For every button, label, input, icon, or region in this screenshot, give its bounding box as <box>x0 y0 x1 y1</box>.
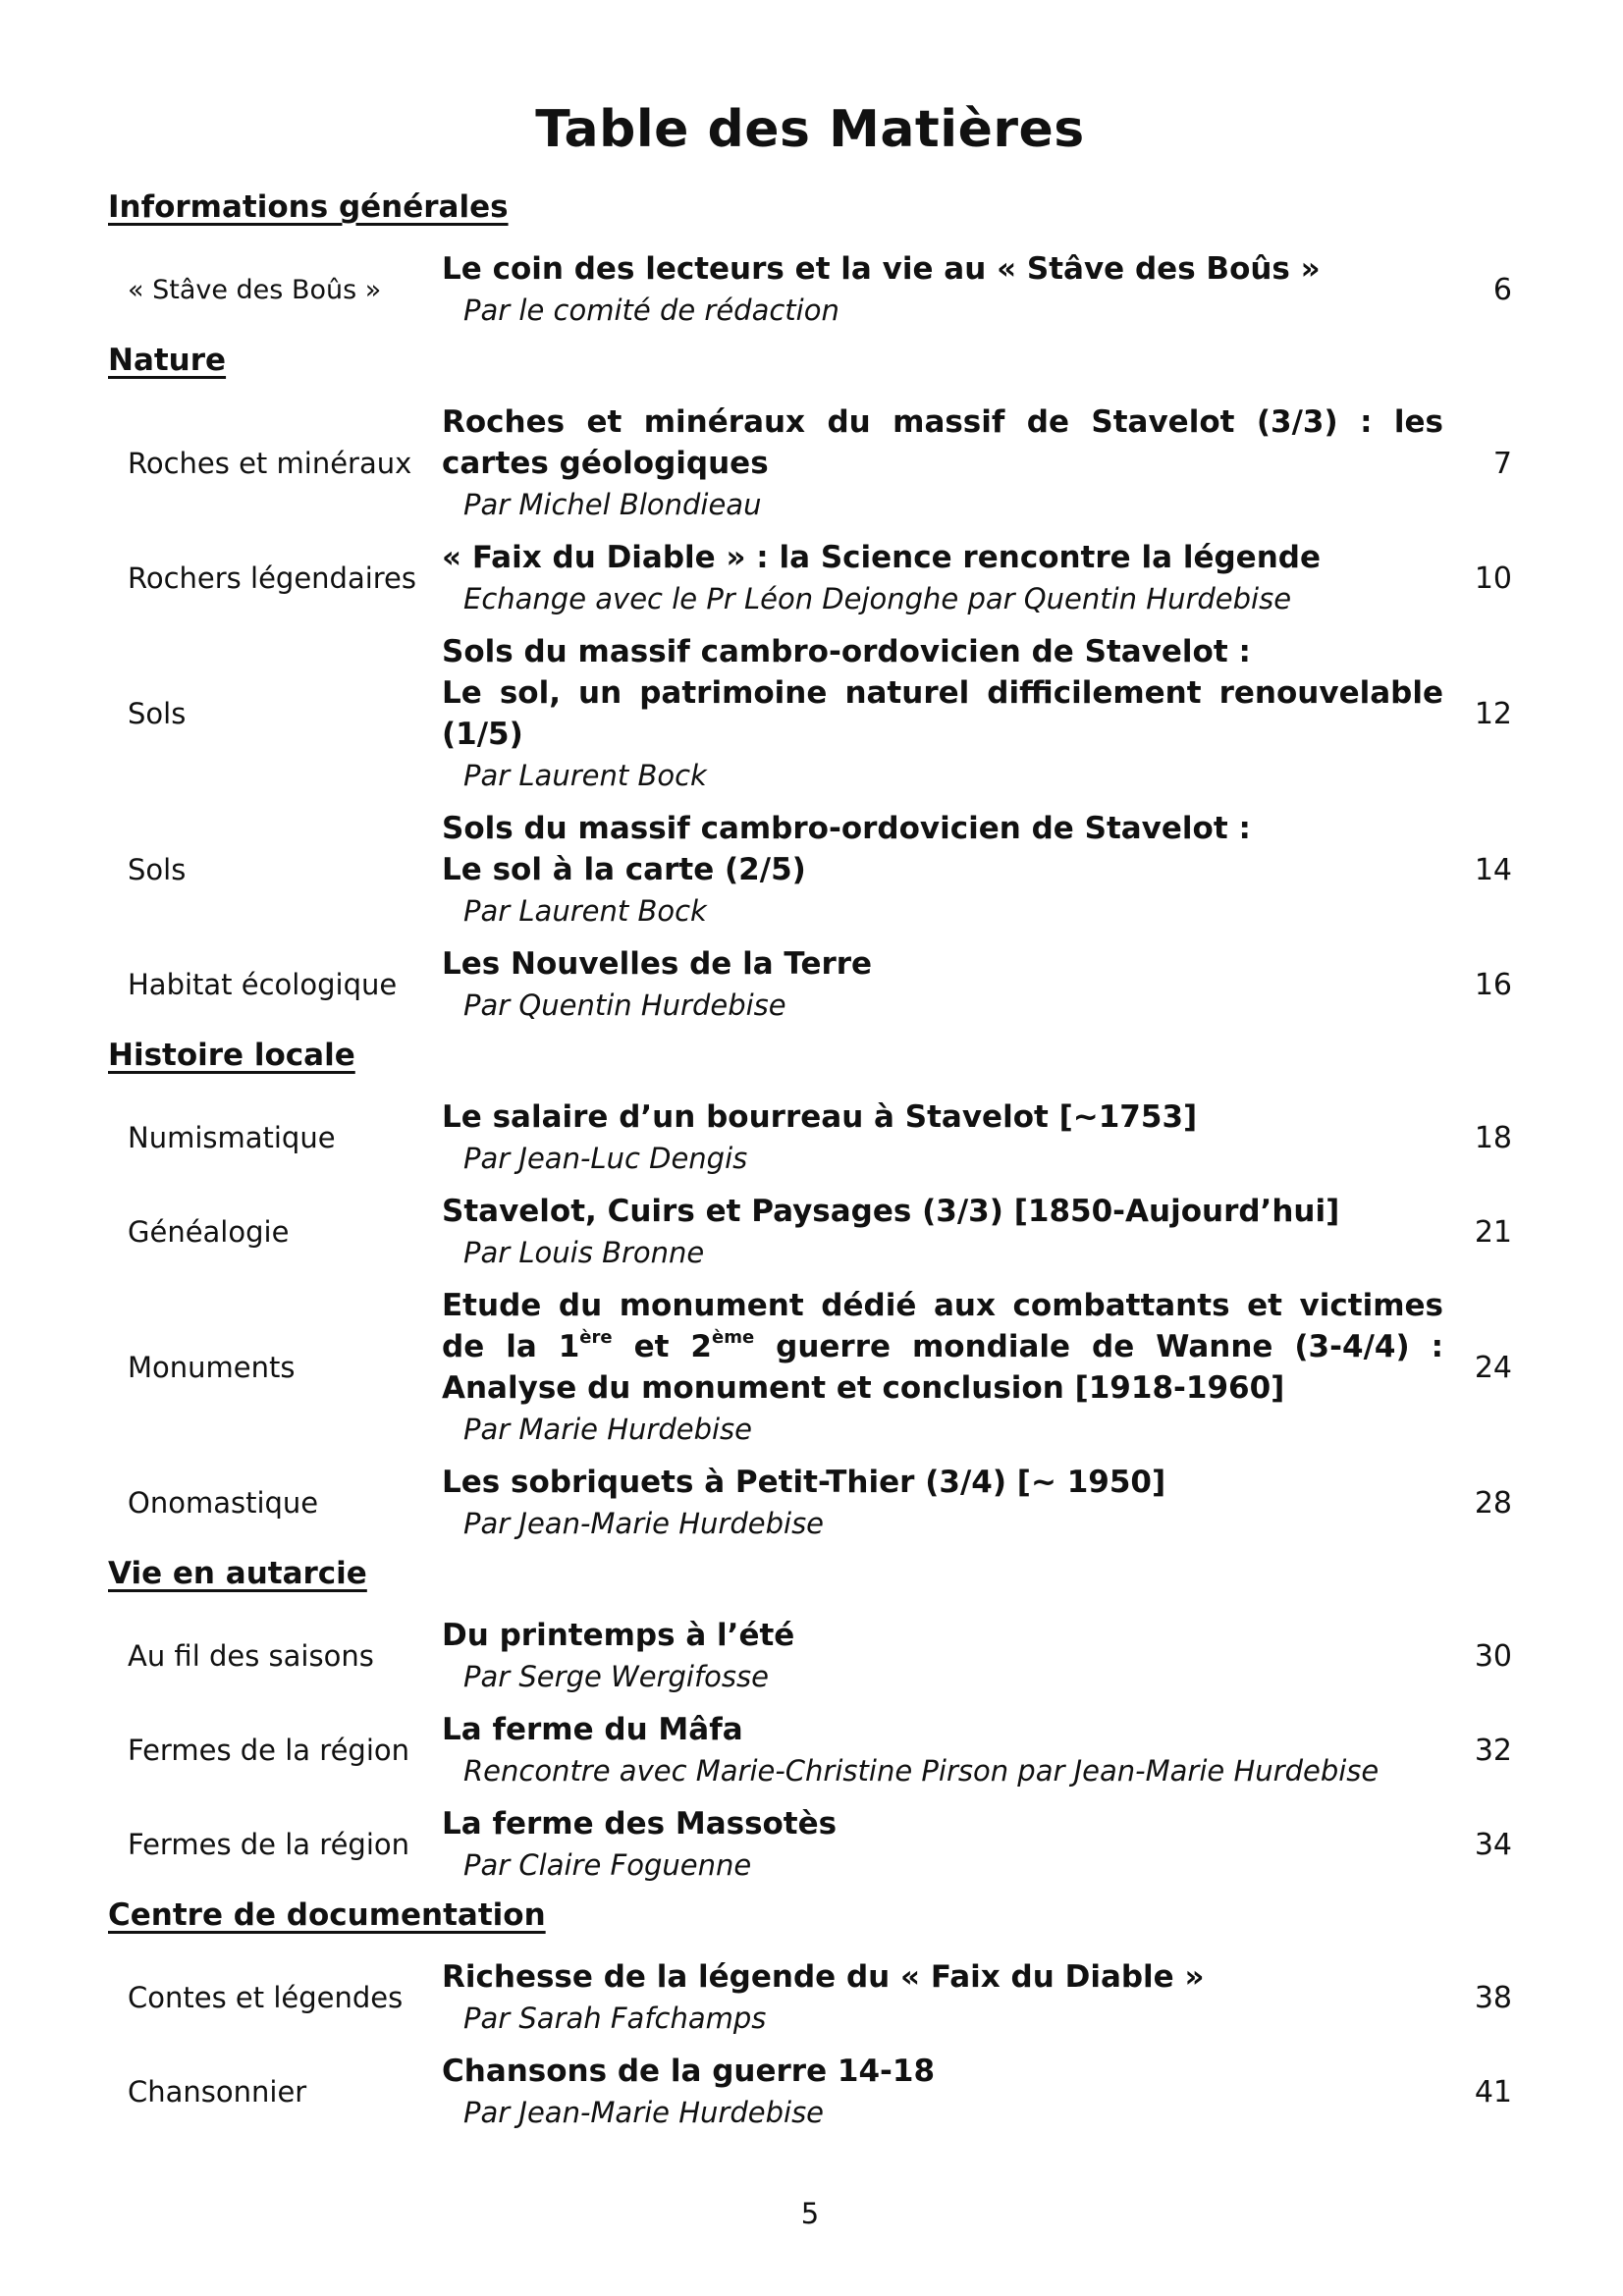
section-heading: Vie en autarcie <box>108 1556 367 1591</box>
entry-category: Fermes de la région <box>128 1734 409 1767</box>
entry-title: Du printemps à l’été <box>442 1618 795 1653</box>
entry-title-line: Le sol à la carte (2/5) <box>442 852 806 887</box>
entry-title: Le coin des lecteurs et la vie au « Stâve des Boûs » <box>442 251 1321 287</box>
ordinal-suffix: ème <box>711 1327 755 1348</box>
entry-category: Monuments <box>128 1351 296 1384</box>
ordinal-suffix: ère <box>579 1327 613 1348</box>
page-number: 5 <box>800 2197 820 2230</box>
entry-page: 18 <box>1474 1120 1512 1155</box>
entry-page: 32 <box>1474 1733 1512 1768</box>
page-title: Table des Matières <box>535 100 1085 159</box>
entry-category: Contes et légendes <box>128 1981 404 2014</box>
toc-entry[interactable] <box>108 1191 1512 1273</box>
entry-page: 16 <box>1474 967 1512 1002</box>
entry-title: Les Nouvelles de la Terre <box>442 946 873 982</box>
entry-author: Par le comité de rédaction <box>463 294 839 327</box>
entry-body <box>442 808 1443 932</box>
entry-page: 30 <box>1474 1638 1512 1674</box>
entry-title-line: Le sol, un patrimoine naturel difficilement renouvelable (1/5) <box>442 675 1443 752</box>
toc-entry[interactable] <box>108 537 1512 619</box>
entry-page: 10 <box>1474 561 1512 596</box>
section-heading: Nature <box>108 343 227 378</box>
entry-category: Numismatique <box>128 1121 336 1154</box>
toc-entry[interactable] <box>108 1615 1512 1697</box>
entry-author: Par Claire Foguenne <box>463 1848 752 1882</box>
entry-title-part: Etude du monument dédié aux combattants et victimes de la 1 <box>442 1288 1443 1364</box>
entry-body <box>442 2051 1443 2133</box>
toc-entry[interactable] <box>108 1462 1512 1544</box>
entry-title: « Faix du Diable » : la Science rencontre la légende <box>442 540 1321 575</box>
entry-page: 6 <box>1492 272 1512 307</box>
toc-entry[interactable] <box>108 1285 1512 1450</box>
section-heading: Histoire locale <box>108 1038 355 1073</box>
entry-author: Par Quentin Hurdebise <box>463 988 786 1022</box>
entry-page: 14 <box>1474 852 1512 887</box>
entry-category: Chansonnier <box>128 2075 307 2109</box>
entry-category: Onomastique <box>128 1486 319 1520</box>
entry-page: 24 <box>1474 1350 1512 1385</box>
toc-entry[interactable] <box>108 943 1512 1026</box>
toc-entry[interactable] <box>108 1709 1512 1791</box>
entry-page: 34 <box>1474 1827 1512 1862</box>
entry-author: Par Louis Bronne <box>463 1236 705 1269</box>
entry-author: Par Jean-Marie Hurdebise <box>463 1507 825 1540</box>
entry-body <box>442 1709 1443 1791</box>
entry-body <box>442 1615 1443 1697</box>
entry-category: Sols <box>128 697 187 730</box>
entry-page: 38 <box>1474 1980 1512 2015</box>
entry-title: Chansons de la guerre 14-18 <box>442 2054 936 2089</box>
entry-page: 7 <box>1492 446 1512 481</box>
entry-category: Sols <box>128 853 187 886</box>
entry-body <box>442 1803 1443 1886</box>
entry-body <box>442 943 1443 1026</box>
toc-entry[interactable] <box>108 1803 1512 1886</box>
entry-body <box>442 1462 1443 1544</box>
entry-body <box>442 537 1443 619</box>
toc-entry[interactable] <box>108 401 1512 525</box>
toc-page <box>108 0 1512 2296</box>
entry-category: Généalogie <box>128 1215 290 1249</box>
entry-category: Habitat écologique <box>128 968 398 1001</box>
entry-author: Echange avec le Pr Léon Dejonghe par Quentin Hurdebise <box>463 582 1292 615</box>
entry-title: Roches et minéraux du massif de Stavelot (3/3) : les cartes géologiques <box>442 404 1443 481</box>
entry-author: Rencontre avec Marie-Christine Pirson par Jean-Marie Hurdebise <box>463 1754 1380 1788</box>
entry-author: Par Jean-Marie Hurdebise <box>463 2096 825 2129</box>
entry-title: Stavelot, Cuirs et Paysages (3/3) [1850-Aujourd’hui] <box>442 1194 1340 1229</box>
entry-title: Les sobriquets à Petit-Thier (3/4) [~ 1950] <box>442 1465 1166 1500</box>
entry-title: Le salaire d’un bourreau à Stavelot [~1753] <box>442 1099 1198 1135</box>
entry-category: « Stâve des Boûs » <box>128 274 382 305</box>
entry-body <box>442 401 1443 525</box>
toc-entry[interactable] <box>108 248 1512 331</box>
entry-category: Rochers légendaires <box>128 561 417 595</box>
entry-page: 28 <box>1474 1485 1512 1521</box>
entry-category: Roches et minéraux <box>128 447 412 480</box>
entry-title: Richesse de la légende du « Faix du Diable » <box>442 1959 1205 1995</box>
entry-title: La ferme des Massotès <box>442 1806 838 1842</box>
toc-entry[interactable] <box>108 631 1512 796</box>
entry-category: Au fil des saisons <box>128 1639 374 1673</box>
toc-entry[interactable] <box>108 1956 1512 2039</box>
entry-body <box>442 631 1443 796</box>
section-heading: Centre de documentation <box>108 1897 546 1933</box>
entry-page: 21 <box>1474 1214 1512 1250</box>
entry-title <box>442 1285 1443 1409</box>
entry-title-line: Sols du massif cambro-ordovicien de Stavelot : <box>442 811 1251 846</box>
entry-author: Par Laurent Bock <box>463 759 707 792</box>
toc-entry[interactable] <box>108 808 1512 932</box>
entry-body <box>442 1096 1443 1179</box>
entry-body <box>442 248 1443 331</box>
toc-entry[interactable] <box>108 1096 1512 1179</box>
entry-author: Par Michel Blondieau <box>463 488 762 521</box>
table-of-contents <box>108 182 1512 2143</box>
entry-category: Fermes de la région <box>128 1828 409 1861</box>
section-heading: Informations générales <box>108 189 509 225</box>
entry-author: Par Laurent Bock <box>463 894 707 928</box>
entry-title-part: et 2 <box>612 1329 712 1364</box>
entry-title: La ferme du Mâfa <box>442 1712 743 1747</box>
entry-title-line: Sols du massif cambro-ordovicien de Stavelot : <box>442 634 1251 669</box>
entry-author: Par Sarah Fafchamps <box>463 2002 767 2035</box>
entry-author: Par Marie Hurdebise <box>463 1413 753 1446</box>
entry-author: Par Serge Wergifosse <box>463 1660 769 1693</box>
entry-page: 41 <box>1474 2074 1512 2109</box>
entry-body <box>442 1285 1443 1450</box>
entry-title-part: guerre mondiale de Wanne (3-4/4) : Analyse du monument et conclusion [1918-1960] <box>442 1329 1444 1406</box>
entry-body <box>442 1956 1443 2039</box>
toc-entry[interactable] <box>108 2051 1512 2133</box>
entry-author: Par Jean-Luc Dengis <box>463 1142 748 1175</box>
entry-page: 12 <box>1474 696 1512 731</box>
entry-body <box>442 1191 1443 1273</box>
